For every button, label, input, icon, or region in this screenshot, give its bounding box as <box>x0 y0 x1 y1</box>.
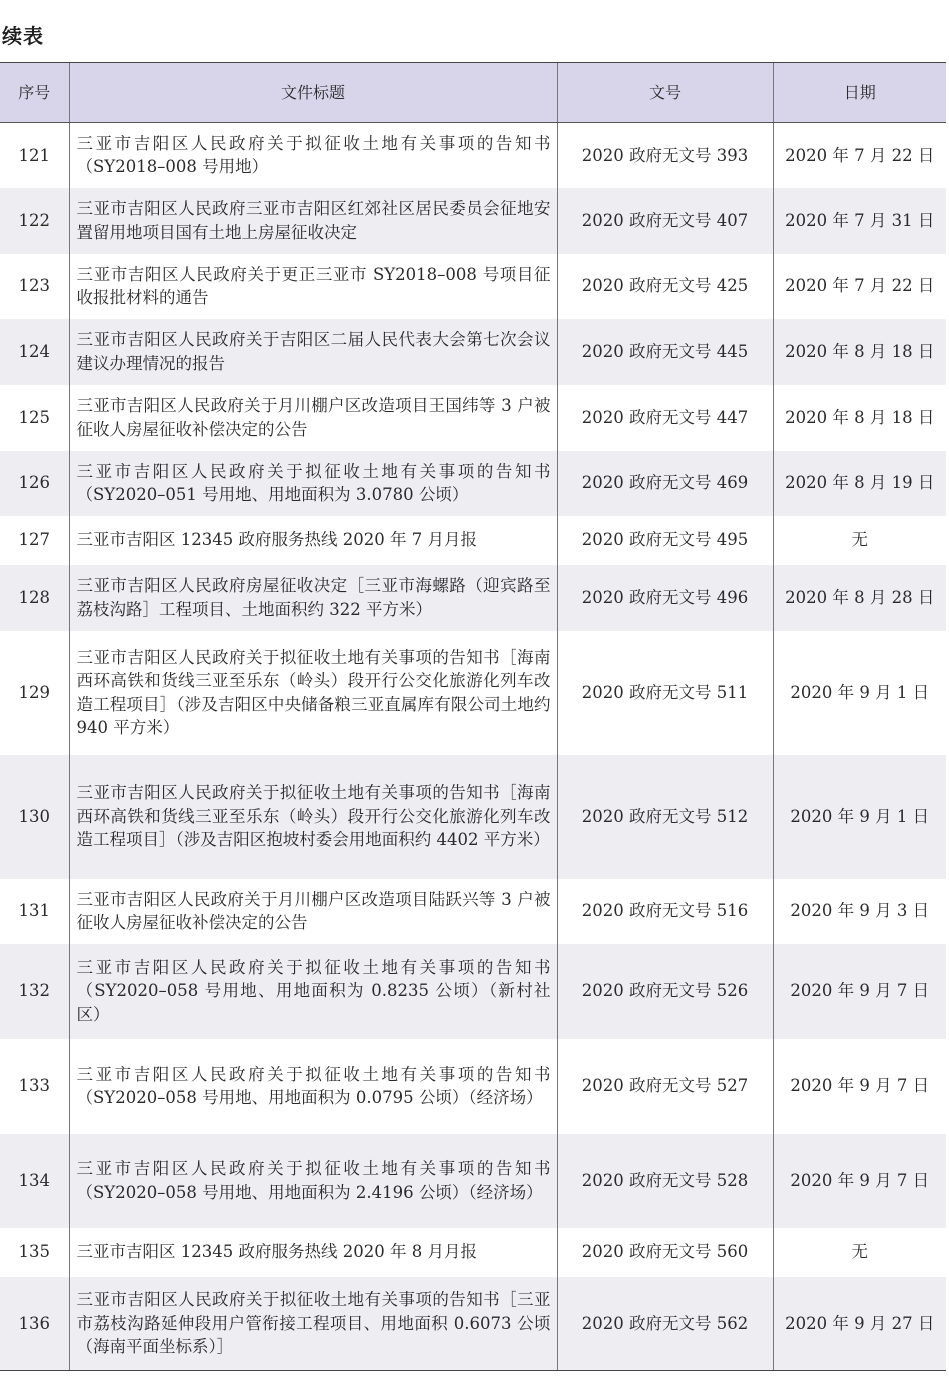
column-header-index: 序号 <box>0 63 69 123</box>
cell-title: 三亚市吉阳区人民政府关于拟征收土地有关事项的告知书（SY2020–058 号用地、用地面积为 0.8235 公顷）（新村社区） <box>69 944 557 1039</box>
cell-doc-number: 2020 政府无文号 393 <box>557 123 773 188</box>
column-header-title: 文件标题 <box>69 63 557 123</box>
cell-doc-number: 2020 政府无文号 425 <box>557 254 773 319</box>
cell-title: 三亚市吉阳区人民政府关于更正三亚市 SY2018–008 号项目征收报批材料的通告 <box>69 254 557 319</box>
cell-index: 133 <box>0 1039 69 1134</box>
cell-date: 2020 年 9 月 1 日 <box>773 755 946 879</box>
cell-index: 124 <box>0 319 69 385</box>
table-row <box>0 319 946 385</box>
table-row <box>0 755 946 879</box>
cell-date: 2020 年 7 月 31 日 <box>773 188 946 254</box>
cell-title: 三亚市吉阳区人民政府关于拟征收土地有关事项的告知书（SY2020–058 号用地、用地面积为 2.4196 公顷）（经济场） <box>69 1134 557 1228</box>
cell-title: 三亚市吉阳区人民政府三亚市吉阳区红郊社区居民委员会征地安置留用地项目国有土地上房屋征收决定 <box>69 188 557 254</box>
table-row <box>0 254 946 319</box>
column-header-doc-number: 文号 <box>557 63 773 123</box>
cell-date: 2020 年 8 月 18 日 <box>773 385 946 451</box>
cell-doc-number: 2020 政府无文号 560 <box>557 1228 773 1277</box>
table-row <box>0 1277 946 1371</box>
cell-index: 130 <box>0 755 69 879</box>
page-heading: 续表 <box>2 24 44 48</box>
cell-index: 134 <box>0 1134 69 1228</box>
cell-index: 127 <box>0 516 69 565</box>
document-table <box>0 62 946 1371</box>
cell-doc-number: 2020 政府无文号 407 <box>557 188 773 254</box>
cell-title: 三亚市吉阳区人民政府关于拟征收土地有关事项的告知书［三亚市荔枝沟路延伸段用户管衔接工程项目、用地面积 0.6073 公顷（海南平面坐标系）］ <box>69 1277 557 1371</box>
cell-date: 2020 年 9 月 7 日 <box>773 1039 946 1134</box>
cell-date: 无 <box>773 516 946 565</box>
cell-doc-number: 2020 政府无文号 526 <box>557 944 773 1039</box>
cell-title: 三亚市吉阳区人民政府关于拟征收土地有关事项的告知书（SY2020–051 号用地、用地面积为 3.0780 公顷） <box>69 451 557 516</box>
cell-index: 129 <box>0 631 69 755</box>
cell-date: 2020 年 9 月 7 日 <box>773 944 946 1039</box>
cell-index: 125 <box>0 385 69 451</box>
cell-title: 三亚市吉阳区人民政府关于月川棚户区改造项目王国纬等 3 户被征收人房屋征收补偿决定的公告 <box>69 385 557 451</box>
cell-title: 三亚市吉阳区人民政府关于拟征收土地有关事项的告知书（SY2018–008 号用地） <box>69 123 557 188</box>
table-row <box>0 451 946 516</box>
cell-date: 2020 年 8 月 19 日 <box>773 451 946 516</box>
cell-date: 2020 年 7 月 22 日 <box>773 123 946 188</box>
cell-index: 131 <box>0 879 69 944</box>
cell-title: 三亚市吉阳区人民政府关于拟征收土地有关事项的告知书［海南西环高铁和货线三亚至乐东（岭头）段开行公交化旅游化列车改造工程项目］（涉及吉阳区抱坡村委会用地面积约 4402 平方米） <box>69 755 557 879</box>
cell-index: 126 <box>0 451 69 516</box>
table-row <box>0 516 946 565</box>
cell-date: 无 <box>773 1228 946 1277</box>
cell-title: 三亚市吉阳区人民政府关于月川棚户区改造项目陆跃兴等 3 户被征收人房屋征收补偿决定的公告 <box>69 879 557 944</box>
cell-date: 2020 年 7 月 22 日 <box>773 254 946 319</box>
cell-doc-number: 2020 政府无文号 469 <box>557 451 773 516</box>
cell-doc-number: 2020 政府无文号 447 <box>557 385 773 451</box>
cell-doc-number: 2020 政府无文号 527 <box>557 1039 773 1134</box>
cell-title: 三亚市吉阳区人民政府关于拟征收土地有关事项的告知书（SY2020–058 号用地、用地面积为 0.0795 公顷）（经济场） <box>69 1039 557 1134</box>
table-row <box>0 1134 946 1228</box>
column-header-date: 日期 <box>773 63 946 123</box>
table-row <box>0 879 946 944</box>
cell-date: 2020 年 8 月 18 日 <box>773 319 946 385</box>
cell-doc-number: 2020 政府无文号 495 <box>557 516 773 565</box>
cell-doc-number: 2020 政府无文号 496 <box>557 565 773 631</box>
cell-date: 2020 年 8 月 28 日 <box>773 565 946 631</box>
cell-title: 三亚市吉阳区人民政府房屋征收决定［三亚市海螺路（迎宾路至荔枝沟路］工程项目、土地面积约 322 平方米） <box>69 565 557 631</box>
cell-index: 136 <box>0 1277 69 1371</box>
table-row <box>0 565 946 631</box>
cell-date: 2020 年 9 月 3 日 <box>773 879 946 944</box>
table-row <box>0 123 946 188</box>
cell-title: 三亚市吉阳区人民政府关于拟征收土地有关事项的告知书［海南西环高铁和货线三亚至乐东（岭头）段开行公交化旅游化列车改造工程项目］（涉及吉阳区中央储备粮三亚直属库有限公司土地约 940 平方米） <box>69 631 557 755</box>
cell-index: 132 <box>0 944 69 1039</box>
cell-index: 121 <box>0 123 69 188</box>
cell-date: 2020 年 9 月 1 日 <box>773 631 946 755</box>
cell-index: 123 <box>0 254 69 319</box>
table-row <box>0 1228 946 1277</box>
table-row <box>0 631 946 755</box>
table-row <box>0 944 946 1039</box>
cell-index: 135 <box>0 1228 69 1277</box>
table-row <box>0 1039 946 1134</box>
cell-title: 三亚市吉阳区 12345 政府服务热线 2020 年 8 月月报 <box>69 1228 557 1277</box>
cell-title: 三亚市吉阳区人民政府关于吉阳区二届人民代表大会第七次会议建议办理情况的报告 <box>69 319 557 385</box>
cell-date: 2020 年 9 月 27 日 <box>773 1277 946 1371</box>
table-row <box>0 188 946 254</box>
cell-doc-number: 2020 政府无文号 516 <box>557 879 773 944</box>
cell-doc-number: 2020 政府无文号 512 <box>557 755 773 879</box>
cell-index: 128 <box>0 565 69 631</box>
cell-doc-number: 2020 政府无文号 445 <box>557 319 773 385</box>
cell-index: 122 <box>0 188 69 254</box>
cell-title: 三亚市吉阳区 12345 政府服务热线 2020 年 7 月月报 <box>69 516 557 565</box>
cell-doc-number: 2020 政府无文号 562 <box>557 1277 773 1371</box>
table-header-row <box>0 63 946 123</box>
table-row <box>0 385 946 451</box>
cell-doc-number: 2020 政府无文号 511 <box>557 631 773 755</box>
cell-doc-number: 2020 政府无文号 528 <box>557 1134 773 1228</box>
cell-date: 2020 年 9 月 7 日 <box>773 1134 946 1228</box>
